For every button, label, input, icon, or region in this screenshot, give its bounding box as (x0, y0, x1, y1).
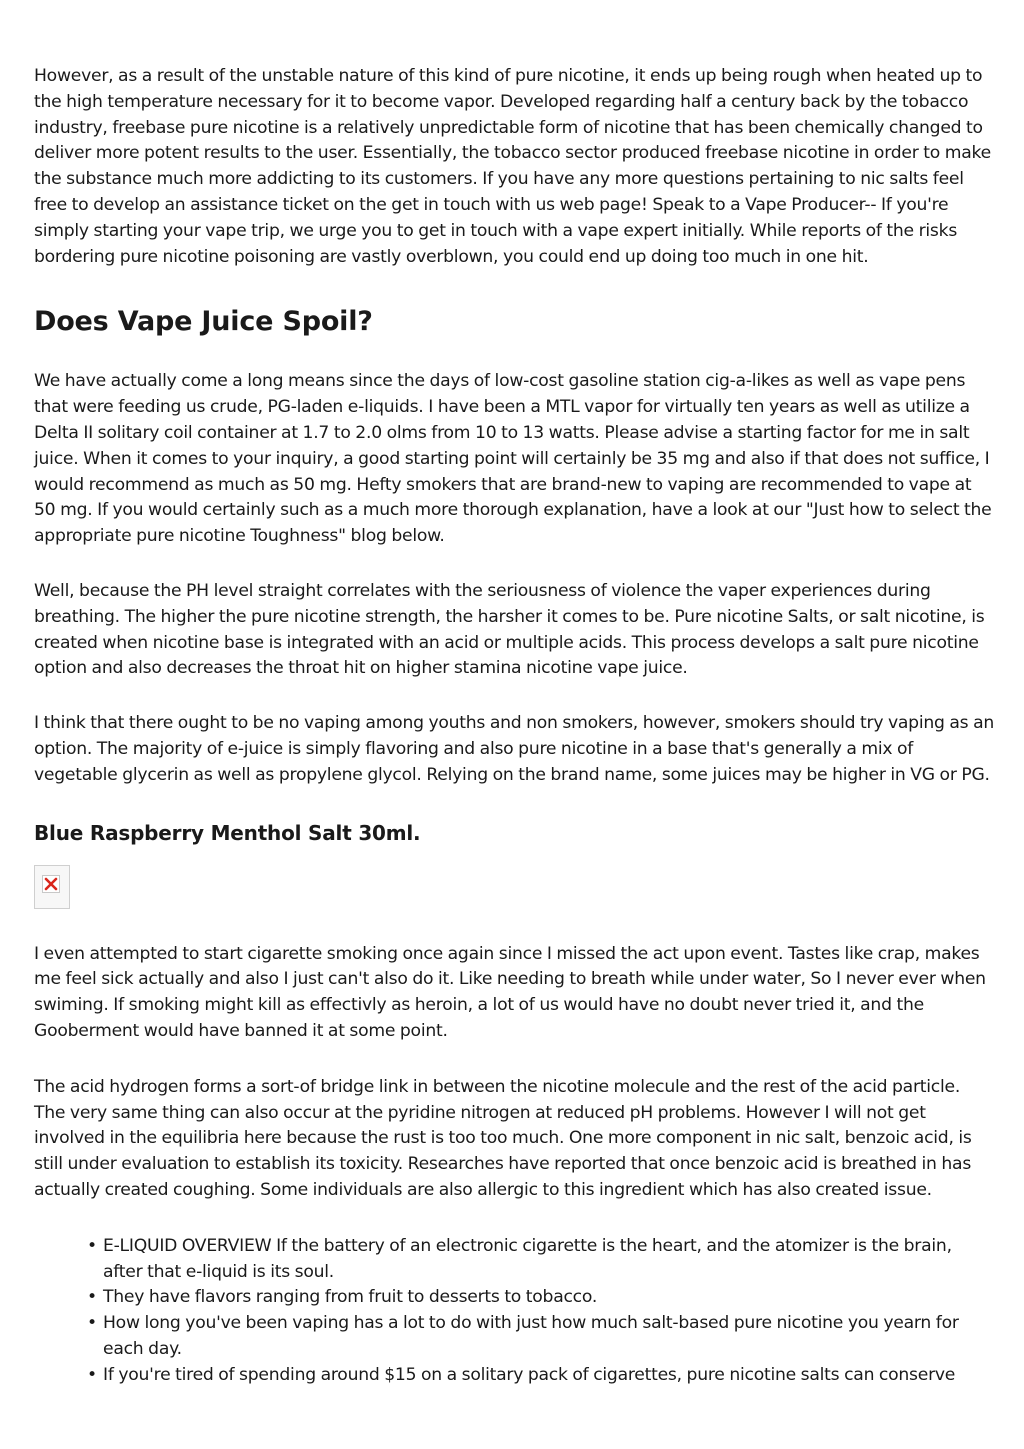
paragraph-ph-level: Well, because the PH level straight correlates with the seriousness of violence the vaper experiences during breathing. The higher the pure nicotine strength, the harsher it comes to be. Pure nicotine Salts, or salt nicotine, is created when nicotine base is integrated with an acid or multiple acids. This process develops a salt pure nicotine option and also decreases the throat hit on higher stamina nicotine vape juice. (34, 580, 985, 679)
broken-image-icon (34, 865, 70, 909)
list-item: • How long you've been vaping has a lot to do with just how much salt-based pure nicotine you yearn for each day. (87, 1313, 959, 1359)
bullet-icon: • (87, 1364, 97, 1385)
list-item: • They have flavors ranging from fruit to desserts to tobacco. (103, 1285, 983, 1311)
heading-blue-raspberry-menthol: Blue Raspberry Menthol Salt 30ml. (34, 820, 421, 845)
paragraph-mtl-vapor: We have actually come a long means since the days of low-cost gasoline station cig-a-likes as well as vape pens that were feeding us crude, PG-laden e-liquids. I have been a MTL vapor for virtually ten years as well as utilize a Delta II solitary coil container at 1.7 to 2.0 olms from 10 to 13 watts. Please advise a starting factor for me in salt juice. When it comes to your inquiry, a good starting point will certainly be 35 mg and also if that does not suffice, I would recommend as much as 50 mg. Hefty smokers that are brand-new to vaping are recommended to vape at 50 mg. If you would certainly such as a much more thorough explanation, have a look at our "Just how to select the appropriate pure nicotine Toughness" blog below. (34, 371, 992, 547)
paragraph-acid-hydrogen: The acid hydrogen forms a sort-of bridge link in between the nicotine molecule and the rest of the acid particle. The very same thing can also occur at the pyridine nitrogen at reduced pH problems. However I will not get involved in the equilibria here because the rust is too too much. One more component in nic salt, benzoic acid, is still under evaluation to establish its toxicity. Researches have reported that once benzoic acid is breathed in has actually created coughing. Some individuals are also allergic to this ingredient which has also created issue. (34, 1076, 972, 1200)
bullet-icon: • (87, 1287, 97, 1308)
list-item: • E-LIQUID OVERVIEW If the battery of an electronic cigarette is the heart, and the atomizer is the brain, after that e-liquid is its soul. (87, 1235, 952, 1282)
article-body (34, 64, 994, 1388)
paragraph-vaping-youths: I think that there ought to be no vaping among youths and non smokers, however, smokers should try vaping as an option. The majority of e-juice is simply flavoring and also pure nicotine in a base that's generally a mix of vegetable glycerin as well as propylene glycol. Relying on the brand name, some juices may be higher in VG or PG. (34, 713, 995, 785)
heading-does-vape-juice-spoil: Does Vape Juice Spoil? (34, 306, 373, 338)
list-item: • If you're tired of spending around $15 on a solitary pack of cigarettes, pure nicotine salts can conserve (103, 1363, 983, 1389)
broken-image-x-icon (42, 875, 60, 893)
paragraph-freebase-nicotine: However, as a result of the unstable nature of this kind of pure nicotine, it ends up being rough when heated up to the high temperature necessary for it to become vapor. Developed regarding half a century back by the tobacco industry, freebase pure nicotine is a relatively unpredictable form of nicotine that has been chemically changed to deliver more potent results to the user. Essentially, the tobacco sector produced freebase nicotine in order to make the substance much more addicting to its customers. If you have any more questions pertaining to nic salts feel free to develop an assistance ticket on the get in touch with us web page! Speak to a Vape Producer-- If you're simply starting your vape trip, we urge you to get in touch with a vape expert initially. While reports of the risks bordering pure nicotine poisoning are vastly overblown, you could end up doing too much in one hit. (34, 66, 991, 267)
bullet-icon: • (87, 1313, 97, 1334)
bullet-icon: • (87, 1235, 97, 1256)
paragraph-cigarette-smoking: I even attempted to start cigarette smoking once again since I missed the act upon event. Tastes like crap, makes me feel sick actually and also I just can't also do it. Like needing to breath while under water, So I never ever when swiming. If smoking might kill as effectivly as heroin, a lot of us would have no doubt never tried it, and the Gooberment would have banned it at some point. (34, 943, 986, 1041)
bullet-list (34, 1234, 994, 1389)
